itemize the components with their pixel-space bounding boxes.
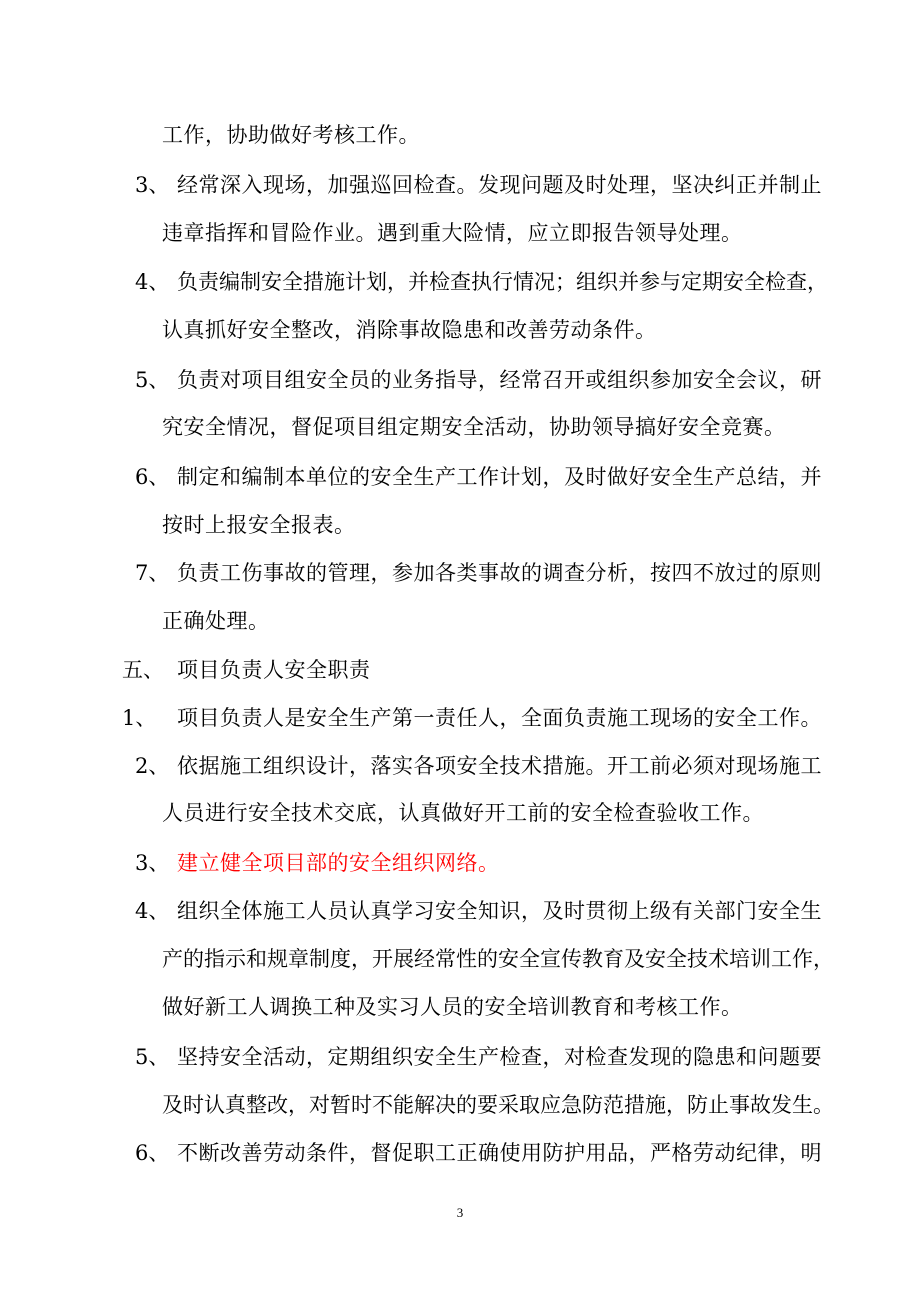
body-line: 负责对项目组安全员的业务指导，经常召开或组织参加安全会议，研 [177, 368, 822, 392]
body-line: 项目负责人是安全生产第一责任人，全面负责施工现场的安全工作。 [177, 706, 822, 730]
body-line: 产的指示和规章制度，开展经常性的安全宣传教育及安全技术培训工作， [162, 947, 834, 971]
body-line: 负责编制安全措施计划，并检查执行情况；组织并参与定期安全检查， [177, 270, 828, 294]
list-number: 3、 [135, 173, 170, 197]
body-line: 组织全体施工人员认真学习安全知识，及时贯彻上级有关部门安全生 [177, 899, 822, 923]
body-line: 经常深入现场，加强巡回检查。发现问题及时处理，坚决纠正并制止 [177, 173, 822, 197]
list-number: 6、 [135, 465, 170, 489]
list-number: 5、 [135, 368, 170, 392]
body-line: 制定和编制本单位的安全生产工作计划，及时做好安全生产总结，并 [177, 465, 822, 489]
body-line: 做好新工人调换工种及实习人员的安全培训教育和考核工作。 [162, 995, 743, 1019]
body-line: 依据施工组织设计，落实各项安全技术措施。开工前必须对现场施工 [177, 754, 822, 778]
list-number: 4、 [135, 899, 170, 923]
page-number: 3 [456, 1205, 464, 1220]
body-line: 违章指挥和冒险作业。遇到重大险情，应立即报告领导处理。 [162, 221, 743, 245]
list-number: 6、 [135, 1141, 170, 1165]
body-line: 负责工伤事故的管理，参加各类事故的调查分析，按四不放过的原则 [177, 561, 822, 585]
list-number: 7、 [135, 561, 170, 585]
section-heading: 项目负责人安全职责 [177, 658, 371, 682]
section-number: 五、 [122, 658, 164, 682]
list-number: 2、 [135, 754, 170, 778]
body-line: 不断改善劳动条件，督促职工正确使用防护用品，严格劳动纪律，明 [177, 1141, 822, 1165]
list-number: 1、 [122, 706, 157, 730]
body-line: 认真抓好安全整改，消除事故隐患和改善劳动条件。 [162, 318, 657, 342]
body-line: 究安全情况，督促项目组定期安全活动，协助领导搞好安全竞赛。 [162, 415, 786, 439]
list-number: 4、 [135, 270, 170, 294]
body-line: 正确处理。 [162, 609, 270, 633]
list-number: 5、 [135, 1045, 170, 1069]
highlighted-line: 建立健全项目部的安全组织网络。 [177, 851, 500, 875]
body-line: 工作，协助做好考核工作。 [162, 123, 420, 147]
list-number: 3、 [135, 851, 170, 875]
body-line: 坚持安全活动，定期组织安全生产检查，对检查发现的隐患和问题要 [177, 1045, 822, 1069]
body-line: 按时上报安全报表。 [162, 513, 356, 537]
body-line: 及时认真整改，对暂时不能解决的要采取应急防范措施，防止事故发生。 [162, 1093, 834, 1117]
body-line: 人员进行安全技术交底，认真做好开工前的安全检查验收工作。 [162, 801, 764, 825]
